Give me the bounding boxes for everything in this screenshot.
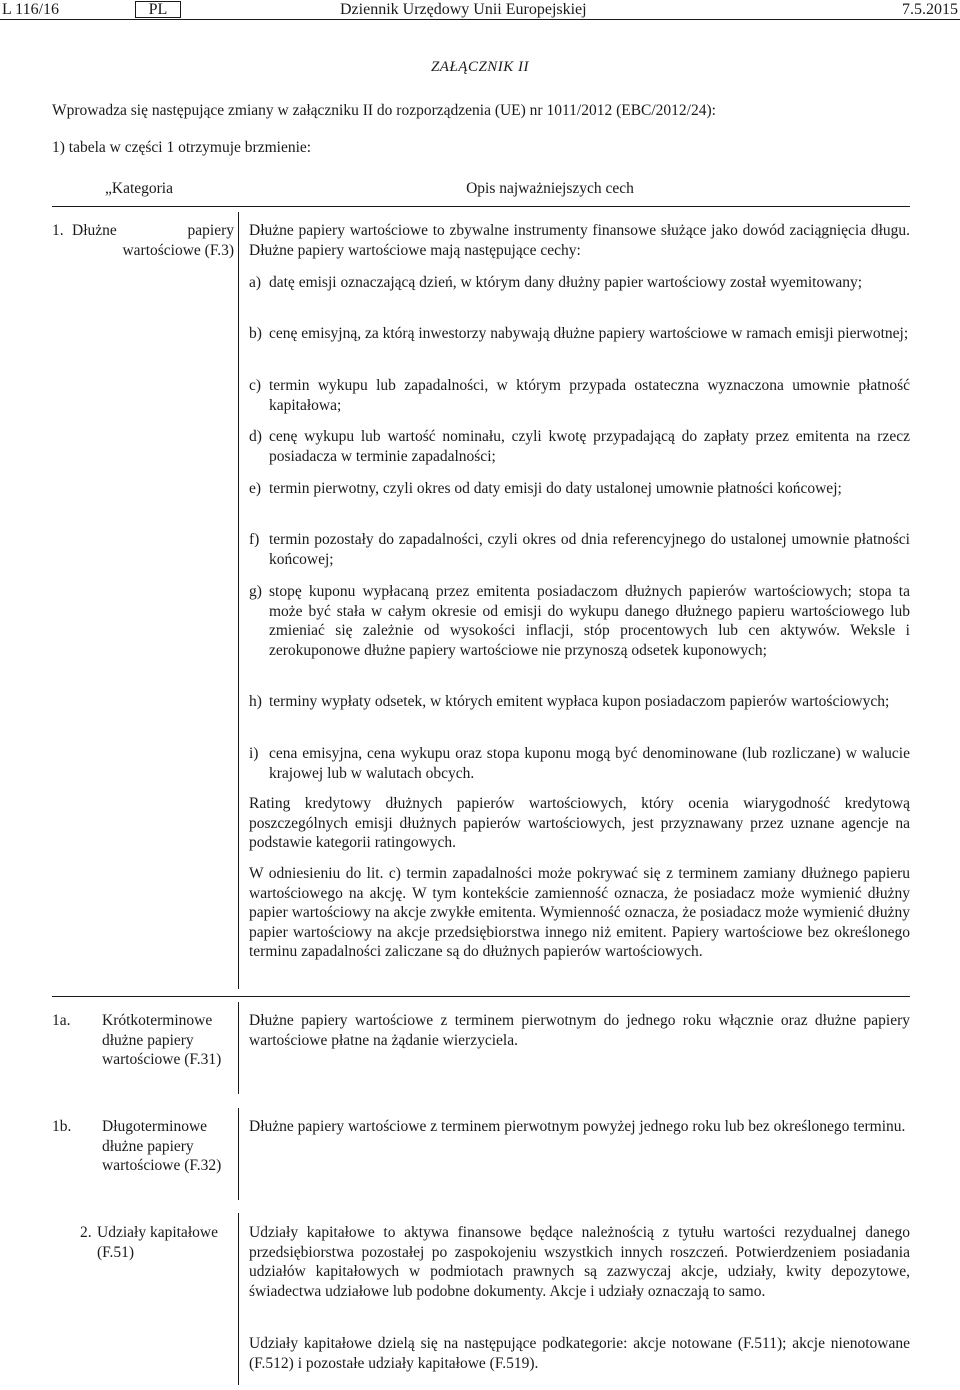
category-label: Krótkoterminowe dłużne papiery wartościowe (F.31)	[102, 1012, 222, 1068]
row-1b-description: Dłużne papiery wartościowe z terminem pierwotnym powyżej jednego roku lub bez określonego terminu.	[249, 1118, 906, 1135]
rating-paragraph: Rating kredytowy dłużnych papierów wartościowych, który ocenia wiarygodność kredytową poszczególnych emisji dłużnych papierów wartościowych, jest przyznawany przez uznane agencje na podstawie kategorii ratingowych.	[249, 795, 910, 851]
table-header-rule	[52, 206, 910, 207]
list-text: cenę emisyjną, za którą inwestorzy nabywają dłużne papiery wartościowe w ramach emisji pierwotnej;	[269, 325, 909, 342]
row-2-description: Udziały kapitałowe to aktywa finansowe będące należnością z tytułu wartości rezydualnej danego przedsiębiorstwa pozostałej po zaspokojeniu wszystkich innych roszczeń. Potwierdzeniem posiadania udziałów kapitałowych w podmiotach prawnych są zazwyczaj akcje, udziały, kwity depozytowe, świadectwa udziałowe lub podobne dokumenty. Akcje i udziały oznaczają to samo.	[249, 1224, 910, 1300]
list-text: cenę wykupu lub wartość nominału, czyli kwotę przypadającą do zapłaty przez emitenta na rzecz posiadacza w terminie zapadalności;	[269, 428, 910, 465]
list-text: stopę kuponu wypłacaną przez emitenta posiadaczom dłużnych papierów wartościowych; stopa ta może być stała w całym okresie od emisji do wykupu danego dłużnego papieru wartościowego lub zmieniać się zależnie od wysokości inflacji, stóp procentowych lub cen aktywów. Weksle i zerokuponowe dłużne papiery wartościowe nie przynoszą odsetek kuponowych;	[269, 583, 910, 659]
journal-header	[0, 0, 960, 19]
page-reference: L 116/16	[2, 1, 60, 18]
list-text: datę emisji oznaczającą dzień, w którym dany dłużny papier wartościowy został wyemitowany;	[269, 274, 863, 291]
category-number: 1b.	[52, 1118, 72, 1135]
list-marker: b)	[249, 325, 262, 342]
row-2-subcategories: Udziały kapitałowe dzielą się na następujące podkategorie: akcje notowane (F.511); akcje nienotowane (F.512) i pozostałe udziały kapitałowe (F.519).	[249, 1335, 910, 1372]
convertibility-paragraph: W odniesieniu do lit. c) termin zapadalności może pokrywać się z terminem zamiany dłużnego papieru wartościowego na akcję. W tym kontekście zamienność oznacza, że posiadacz może wymienić dłużny papier wartościowy na akcje zwykłe emitenta. Wymienność oznacza, że posiadacz może wymienić dłużny papier wartościowy na akcje przedsiębiorstwa innego niż emitent. Papiery wartościowe bez określonego terminu zapadalności zaliczane są do dłużnych papierów wartościowych.	[249, 865, 910, 960]
category-label: Długoterminowe dłużne papiery wartościowe (F.32)	[102, 1118, 222, 1174]
category-number: 2.	[80, 1224, 92, 1241]
list-marker: c)	[249, 377, 262, 394]
category-label: Dłużne papiery wartościowe (F.3)	[72, 222, 234, 259]
intro-paragraph: Wprowadza się następujące zmiany w załączniku II do rozporządzenia (UE) nr 1011/2012 (EBC/2012/24):	[52, 102, 716, 119]
list-marker: i)	[249, 745, 259, 762]
language-code-box: PL	[135, 1, 181, 18]
header-divider	[0, 19, 960, 20]
list-text: termin pierwotny, czyli okres od daty emisji do daty ustalonej umownie płatności końcowej;	[269, 480, 842, 497]
list-marker: a)	[249, 274, 262, 291]
row-divider	[52, 996, 910, 997]
list-marker: g)	[249, 583, 262, 600]
column-divider	[238, 1213, 239, 1385]
point-1: 1) tabela w części 1 otrzymuje brzmienie:	[52, 139, 312, 156]
list-marker: e)	[249, 480, 262, 497]
list-text: cena emisyjna, cena wykupu oraz stopa kuponu mogą być denominowane (lub rozliczane) w walucie krajowej lub w walutach obcych.	[269, 745, 910, 782]
column-header-description: Opis najważniejszych cech	[466, 180, 634, 197]
publication-date: 7.5.2015	[902, 1, 958, 18]
list-marker: f)	[249, 531, 260, 548]
row-1-description: Dłużne papiery wartościowe to zbywalne instrumenty finansowe służące jako dowód zaciągnięcia długu. Dłużne papiery wartościowe mają następujące cechy:	[249, 222, 910, 259]
list-text: termin wykupu lub zapadalności, w którym przypada ostateczna wyznaczona umownie płatność kapitałowa;	[269, 377, 910, 414]
column-divider	[238, 212, 239, 989]
category-number: 1a.	[52, 1012, 71, 1029]
list-text: terminy wypłaty odsetek, w których emitent wypłaca kupon posiadaczom papierów wartościowych;	[269, 693, 890, 710]
column-header-category: „Kategoria	[105, 180, 173, 197]
list-text: termin pozostały do zapadalności, czyli okres od dnia referencyjnego do ustalonej umownie płatności końcowej;	[269, 531, 910, 568]
category-number: 1.	[52, 222, 64, 239]
category-row-1	[52, 221, 232, 261]
journal-title: Dziennik Urzędowy Unii Europejskiej	[340, 1, 587, 18]
category-label: Udziały kapitałowe (F.51)	[97, 1224, 218, 1261]
list-marker: d)	[249, 428, 262, 445]
annex-title: ZAŁĄCZNIK II	[430, 59, 530, 75]
row-1a-description: Dłużne papiery wartościowe z terminem pierwotnym do jednego roku włącznie oraz dłużne papiery wartościowe płatne na żądanie wierzyciela.	[249, 1012, 910, 1049]
list-marker: h)	[249, 693, 262, 710]
